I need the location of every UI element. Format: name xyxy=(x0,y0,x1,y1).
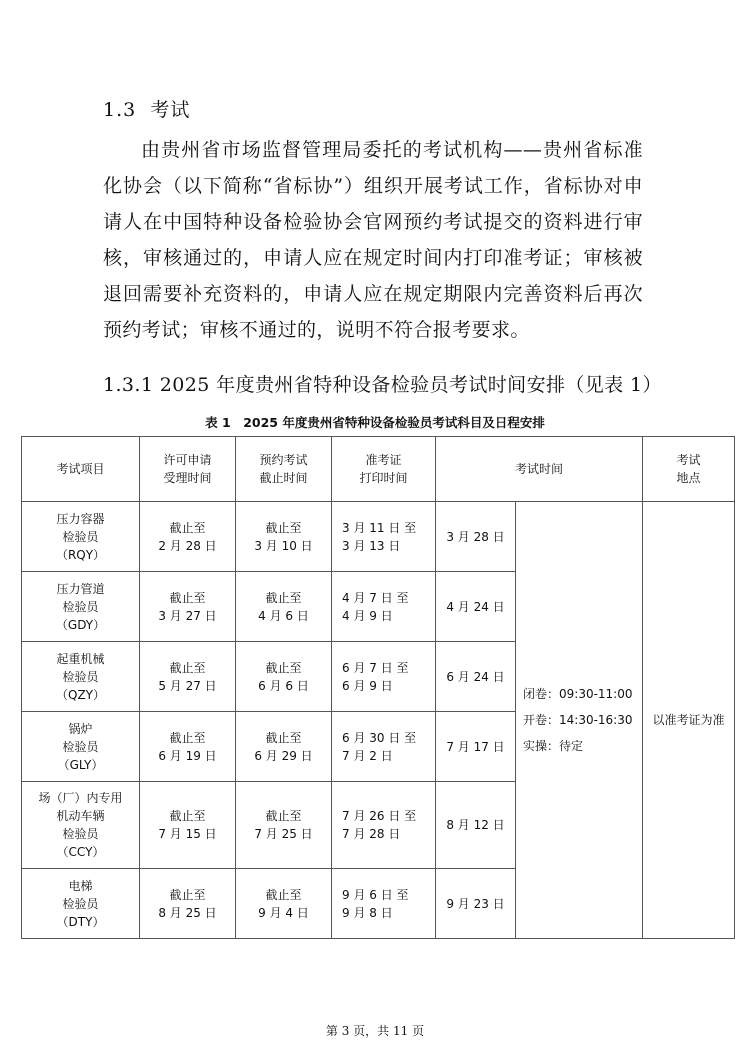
cell-apply: 截止至 3 月 27 日 xyxy=(140,572,236,642)
cell-item: 起重机械 检验员 （QZY） xyxy=(22,642,140,712)
cell-print: 9 月 6 日 至 9 月 8 日 xyxy=(332,869,436,939)
cell-book: 截止至 6 月 29 日 xyxy=(236,712,332,782)
cell-print: 6 月 30 日 至 7 月 2 日 xyxy=(332,712,436,782)
cell-print: 6 月 7 日 至 6 月 9 日 xyxy=(332,642,436,712)
cell-book: 截止至 7 月 25 日 xyxy=(236,782,332,869)
cell-item: 锅炉 检验员 （GLY） xyxy=(22,712,140,782)
cell-apply: 截止至 2 月 28 日 xyxy=(140,502,236,572)
cell-item: 电梯 检验员 （DTY） xyxy=(22,869,140,939)
cell-apply: 截止至 5 月 27 日 xyxy=(140,642,236,712)
cell-book: 截止至 3 月 10 日 xyxy=(236,502,332,572)
paragraph-text: 由贵州省市场监督管理局委托的考试机构——贵州省标准化协会（以下简称“省标协”）组织开展考试工作，省标协对申请人在中国特种设备检验协会官网预约考试提交的资料进行审核，审核通过的，申请人应在规定时间内打印准考证；审核被退回需要补充资料的，申请人应在规定期限内完善资料后再次预约考试；审核不通过的，说明不符合报考要求。 xyxy=(103,139,643,341)
cell-print: 3 月 11 日 至 3 月 13 日 xyxy=(332,502,436,572)
cell-print: 4 月 7 日 至 4 月 9 日 xyxy=(332,572,436,642)
cell-date: 4 月 24 日 xyxy=(436,572,516,642)
header-book: 预约考试 截止时间 xyxy=(236,437,332,502)
header-exam-time: 考试时间 xyxy=(436,437,643,502)
table-row xyxy=(22,502,735,572)
subsection-heading: 1.3.1 2025 年度贵州省特种设备检验员考试时间安排（见表 1） xyxy=(103,374,662,396)
cell-location: 以准考证为准 xyxy=(643,502,735,939)
section-number: 1.3 xyxy=(103,99,137,121)
section-heading xyxy=(103,95,190,122)
cell-item: 压力容器 检验员 （RQY） xyxy=(22,502,140,572)
cell-book: 截止至 4 月 6 日 xyxy=(236,572,332,642)
table-caption: 表 1 2025 年度贵州省特种设备检验员考试科目及日程安排 xyxy=(205,415,545,430)
schedule-table xyxy=(21,436,735,939)
header-item: 考试项目 xyxy=(22,437,140,502)
header-apply: 许可申请 受理时间 xyxy=(140,437,236,502)
cell-book: 截止至 6 月 6 日 xyxy=(236,642,332,712)
cell-item: 场（厂）内专用 机动车辆 检验员 （CCY） xyxy=(22,782,140,869)
header-place: 考试 地点 xyxy=(643,437,735,502)
cell-book: 截止至 9 月 4 日 xyxy=(236,869,332,939)
cell-sessions: 闭卷：09:30-11:00 开卷：14:30-16:30 实操：待定 xyxy=(516,502,643,939)
cell-item: 压力管道 检验员 （GDY） xyxy=(22,572,140,642)
section-title: 考试 xyxy=(150,99,191,121)
page-footer: 第 3 页，共 11 页 xyxy=(325,1024,425,1038)
cell-date: 8 月 12 日 xyxy=(436,782,516,869)
header-row xyxy=(22,437,735,502)
cell-date: 7 月 17 日 xyxy=(436,712,516,782)
cell-print: 7 月 26 日 至 7 月 28 日 xyxy=(332,782,436,869)
header-print: 准考证 打印时间 xyxy=(332,437,436,502)
cell-date: 9 月 23 日 xyxy=(436,869,516,939)
cell-apply: 截止至 8 月 25 日 xyxy=(140,869,236,939)
cell-date: 6 月 24 日 xyxy=(436,642,516,712)
cell-date: 3 月 28 日 xyxy=(436,502,516,572)
body-paragraph xyxy=(103,132,643,348)
cell-apply: 截止至 6 月 19 日 xyxy=(140,712,236,782)
cell-apply: 截止至 7 月 15 日 xyxy=(140,782,236,869)
